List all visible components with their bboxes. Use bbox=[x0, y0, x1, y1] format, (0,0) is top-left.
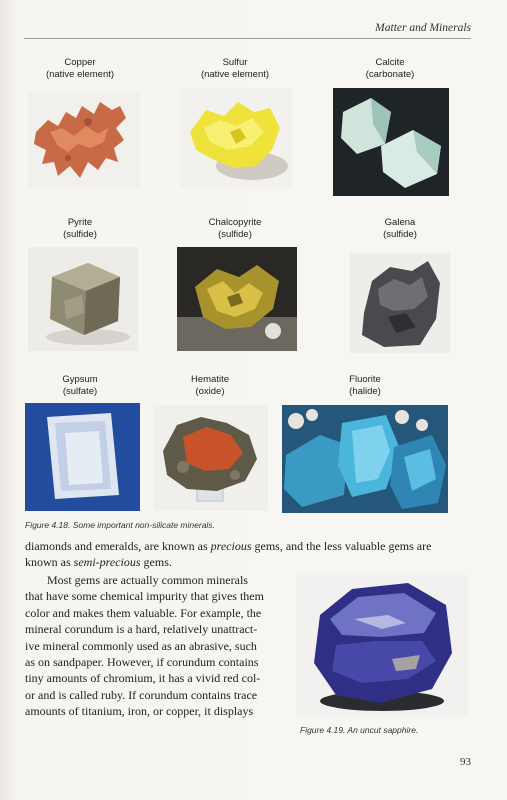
text-line: ive mineral commonly used as an abrasive, such bbox=[25, 638, 257, 653]
text-line: as on sandpaper. However, if corundum contains bbox=[25, 655, 259, 670]
sulfur-photo bbox=[180, 88, 292, 188]
text-line: amounts of titanium, iron, or copper, it displays bbox=[25, 704, 254, 719]
header-rule bbox=[24, 38, 471, 39]
figure-4-19-caption: Figure 4.19. An uncut sapphire. bbox=[300, 725, 419, 735]
caption-sulfur: Sulfur (native element) bbox=[200, 57, 270, 80]
sapphire-photo bbox=[296, 575, 468, 717]
figure-4-18-caption: Figure 4.18. Some important non-silicate minerals. bbox=[25, 520, 215, 530]
caption-fluorite: Fluorite (halide) bbox=[349, 374, 381, 397]
fluorite-photo bbox=[282, 405, 448, 513]
chalcopyrite-photo bbox=[177, 247, 297, 351]
text-line: Most gems are actually common minerals bbox=[47, 573, 248, 587]
caption-copper: Copper (native element) bbox=[45, 57, 115, 80]
pyrite-photo bbox=[28, 247, 138, 351]
galena-photo bbox=[350, 253, 450, 353]
paragraph-corundum bbox=[25, 572, 287, 720]
running-header: Matter and Minerals bbox=[375, 22, 471, 34]
caption-hematite: Hematite (oxide) bbox=[190, 374, 229, 397]
text-line: or and is called ruby. If corundum contains trace bbox=[25, 687, 258, 702]
text-line: tiny amounts of chromium, it has a vivid red col- bbox=[25, 671, 261, 686]
text-line: color and makes them valuable. For example, the bbox=[25, 605, 262, 620]
copper-photo bbox=[28, 92, 140, 188]
paragraph-precious-gems bbox=[25, 538, 475, 571]
caption-galena: Galena (sulfide) bbox=[383, 217, 417, 240]
gypsum-photo bbox=[25, 403, 140, 511]
hematite-photo bbox=[153, 405, 268, 511]
caption-chalcopyrite: Chalcopyrite (sulfide) bbox=[208, 217, 262, 240]
caption-gypsum: Gypsum (sulfate) bbox=[62, 374, 98, 397]
text-line: known as semi-precious gems. bbox=[25, 555, 172, 570]
caption-calcite: Calcite (carbonate) bbox=[365, 57, 415, 80]
text-line: that have some chemical impurity that gives them bbox=[25, 589, 264, 604]
text-line: diamonds and emeralds, are known as precious gems, and the less valuable gems are bbox=[25, 539, 432, 553]
calcite-photo bbox=[333, 88, 449, 196]
page-number: 93 bbox=[460, 756, 471, 768]
caption-pyrite: Pyrite (sulfide) bbox=[63, 217, 97, 240]
text-line: mineral corundum is a hard, relatively unattract- bbox=[25, 622, 258, 637]
